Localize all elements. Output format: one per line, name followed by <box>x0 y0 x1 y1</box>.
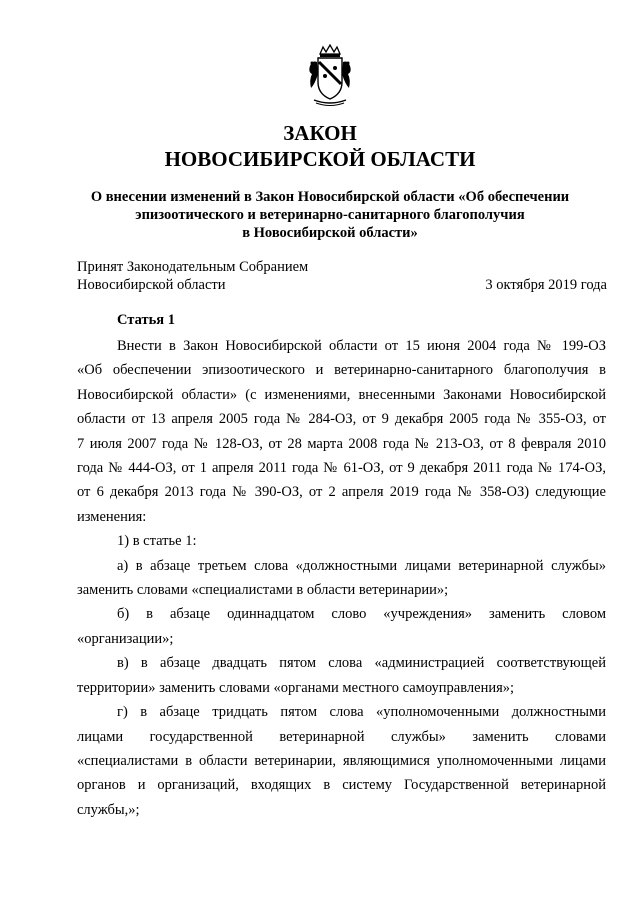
article-heading: Статья 1 <box>117 312 175 328</box>
item-b <box>77 602 606 651</box>
text-line: службы,»; <box>77 801 140 818</box>
subtitle-line: в Новосибирской области» <box>242 225 418 241</box>
adoption-line: Новосибирской области <box>77 277 226 293</box>
text-line: области от 13 апреля 2005 года № 284-ОЗ, от 9 декабря 2005 года № 355-ОЗ, от <box>77 411 606 428</box>
region-title: НОВОСИБИРСКОЙ ОБЛАСТИ <box>164 147 476 171</box>
item-1 <box>77 529 606 553</box>
text-line: года № 444-ОЗ, от 1 апреля 2011 года № 61-ОЗ, от 9 декабря 2011 года № 174-ОЗ, <box>77 460 606 477</box>
item-a <box>77 554 606 603</box>
text-line: 1) в статье 1: <box>117 533 197 550</box>
text-line: б) в абзаце одиннадцатом слово «учреждения» заменить словом <box>117 606 606 623</box>
novosibirsk-coat-of-arms-icon <box>306 44 354 108</box>
text-line: Внести в Закон Новосибирской области от 15 июня 2004 года № 199-ОЗ <box>117 338 606 354</box>
text-line: в) в абзаце двадцать пятом слова «администрацией соответствующей <box>117 655 606 672</box>
item-v <box>77 651 606 700</box>
adoption-line: Принят Законодательным Собранием <box>77 259 309 275</box>
text-line: 7 июля 2007 года № 128-ОЗ, от 28 марта 2008 года № 213-ОЗ, от 8 февраля 2010 <box>77 435 606 452</box>
text-line: органов и организаций, входящих в систему Государственной ветеринарной <box>77 777 606 794</box>
article-body <box>77 334 606 822</box>
text-line: г) в абзаце тридцать пятом слова «уполномоченными должностными <box>117 704 606 721</box>
adoption-block <box>77 258 607 294</box>
intro-paragraph <box>77 334 606 529</box>
text-line: от 6 декабря 2013 года № 390-ОЗ, от 2 апреля 2019 года № 358-ОЗ) следующие <box>77 484 606 501</box>
text-line: а) в абзаце третьем слова «должностными лицами ветеринарной службы» <box>117 557 606 574</box>
item-g <box>77 700 606 822</box>
subtitle-line: эпизоотического и ветеринарно-санитарного благополучия <box>135 207 525 223</box>
text-line: Новосибирской области» (с изменениями, внесенными Законами Новосибирской <box>77 386 606 403</box>
text-line: территории» заменить словами «органами местного самоуправления»; <box>77 679 515 696</box>
text-line: лицами государственной ветеринарной службы» заменить словами <box>77 728 606 745</box>
text-line: «специалистами в области ветеринарии, являющимися уполномоченными лицами <box>77 752 606 769</box>
law-title: ЗАКОН <box>283 121 357 145</box>
text-line: изменения: <box>77 508 147 525</box>
text-line: «организации»; <box>77 630 174 647</box>
adoption-date: 3 октября 2019 года <box>485 277 607 293</box>
text-line: «Об обеспечении эпизоотического и ветеринарно-санитарного благополучия в <box>77 362 606 379</box>
law-subtitle <box>80 188 580 242</box>
subtitle-line: О внесении изменений в Закон Новосибирской области «Об обеспечении <box>90 189 570 205</box>
text-line: заменить словами «специалистами в области ветеринарии»; <box>77 582 449 599</box>
